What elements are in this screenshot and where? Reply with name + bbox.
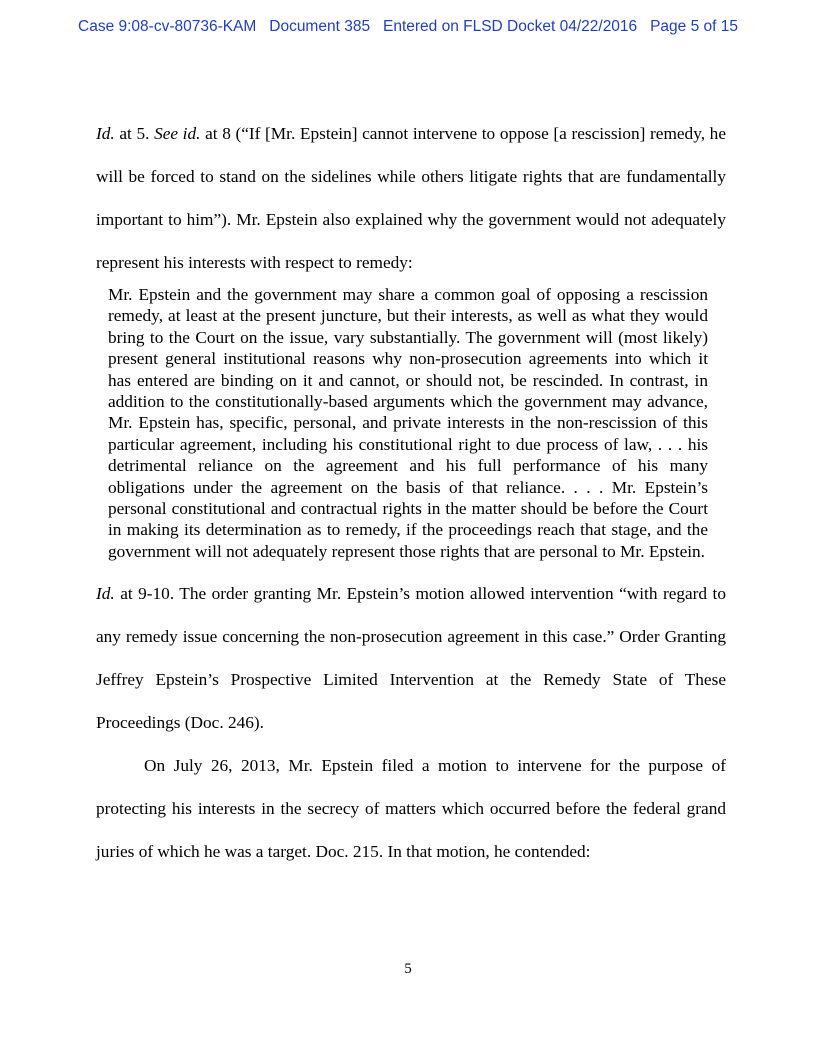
- case-header-stamp: Case 9:08-cv-80736-KAM Document 385 Entered on FLSD Docket 04/22/2016 Page 5 of 15: [78, 18, 738, 35]
- paragraph-2: [96, 572, 726, 744]
- paragraph-text: at 8 (“If [Mr. Epstein] cannot intervene to oppose [a rescission] remedy, he will be forced to stand on the sidelines while others litigate rights that are fundamentally important to him”). Mr. Epstein also explained why the government would not adequately represent his interests with respect to remedy:: [96, 124, 726, 272]
- paragraph-text: at 5.: [114, 124, 155, 143]
- paragraph-1: [96, 112, 726, 284]
- block-quote: Mr. Epstein and the government may share a common goal of opposing a rescission remedy, at least at the present juncture, but their interests, as well as what they would bring to the Court on the issue, vary substantially. The government will (most likely) present general institutional reasons why non-prosecution agreements into which it has entered are binding on it and cannot, or should not, be rescinded. In contrast, in addition to the constitutionally-based arguments which the government may advance, Mr. Epstein has, specific, personal, and private interests in the non-rescission of this particular agreement, including his constitutional right to due process of law, . . . his detrimental reliance on the agreement and his full performance of his many obligations under the agreement on the basis of that reliance. . . . Mr. Epstein’s personal constitutional and contractual rights in the matter should be before the Court in making its determination as to remedy, if the proceedings reach that stage, and the government will not adequately represent those rights that are personal to Mr. Epstein.: [108, 285, 708, 561]
- document-body: [96, 112, 726, 873]
- page-number: 5: [404, 961, 412, 977]
- citation-see-id: See id.: [154, 124, 201, 143]
- paragraph-text: at 9-10. The order granting Mr. Epstein’s motion allowed intervention “with regard to any remedy issue concerning the non-prosecution agreement in this case.” Order Granting Jeffrey Epstein’s Prospective Limited Intervention at the Remedy State of These Proceedings (Doc. 246).: [96, 584, 726, 733]
- citation-id: Id.: [96, 124, 115, 143]
- citation-id: Id.: [96, 584, 115, 604]
- paragraph-3: On July 26, 2013, Mr. Epstein filed a motion to intervene for the purpose of protecting his interests in the secrecy of matters which occurred before the federal grand juries of which he was a target. Doc. 215. In that motion, he contended:: [96, 756, 726, 862]
